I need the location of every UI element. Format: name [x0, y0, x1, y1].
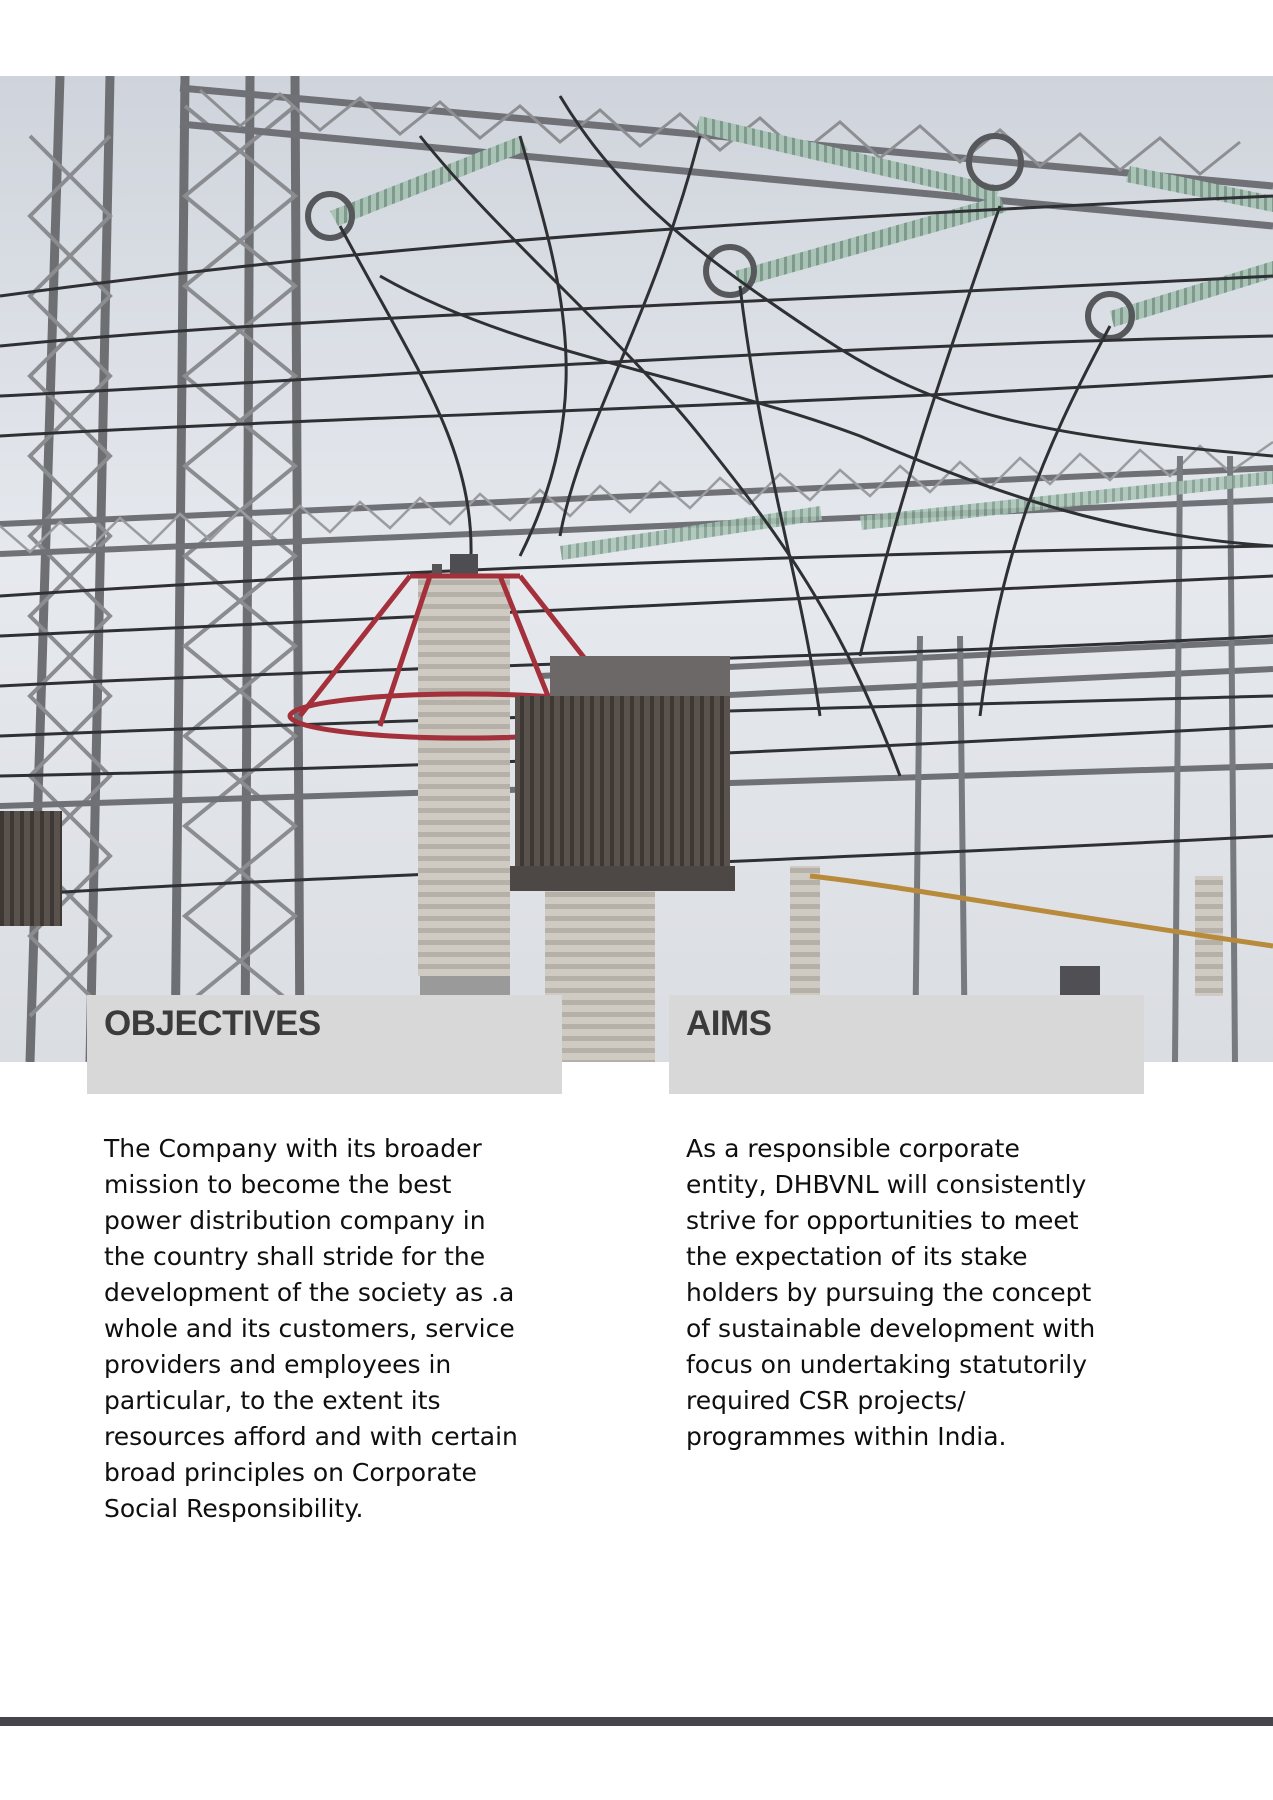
aims-title: AIMS [686, 1004, 772, 1043]
substation-illustration [0, 76, 1273, 1062]
aims-body: As a responsible corporate entity, DHBVNL will consistently strive for opportunities to meet the expectation of its stake holders by pursuing the concept of sustainable development with focus on undertaking statutorily required CSR projects/ programmes within India. [686, 1134, 1096, 1451]
aims-header [669, 995, 1144, 1094]
objectives-title: OBJECTIVES [104, 1004, 321, 1043]
left-radiator [0, 811, 62, 926]
footer-divider [0, 1717, 1273, 1726]
objectives-body: The Company with its broader mission to become the best power distribution company in the country shall stride for the development of the society as .a whole and its customers, service providers and employees in particular, to the extent its resources afford and with certain broad principles on Corporate Social Responsibility. [104, 1134, 518, 1523]
substation-photo [0, 76, 1273, 1062]
objectives-header [87, 995, 562, 1094]
